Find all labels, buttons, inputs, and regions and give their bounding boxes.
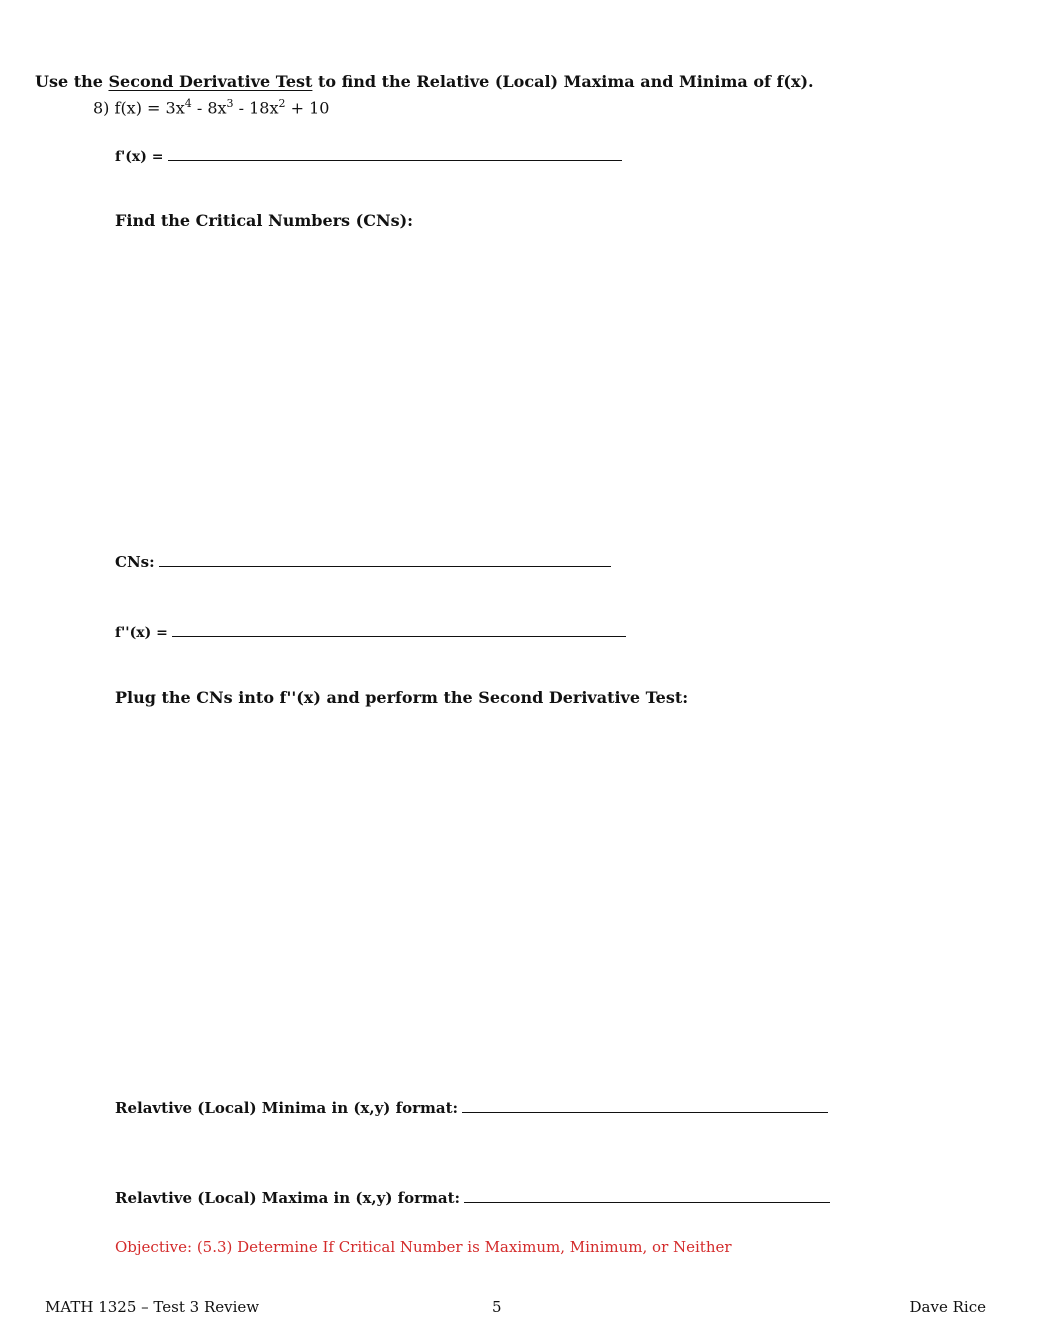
minima-row xyxy=(115,1098,828,1117)
plug-heading: Plug the CNs into f''(x) and perform the Second Derivative Test: xyxy=(115,688,689,707)
footer-left: MATH 1325 – Test 3 Review xyxy=(45,1298,260,1316)
maxima-label: Relavtive (Local) Maxima in (x,y) format: xyxy=(115,1189,461,1207)
instruction-prefix: Use the xyxy=(35,72,109,91)
minima-label: Relavtive (Local) Minima in (x,y) format: xyxy=(115,1099,459,1117)
problem-number: 8) xyxy=(93,98,110,118)
function-term1: f(x) = 3x xyxy=(114,98,185,118)
fprime-answer-line[interactable] xyxy=(168,146,622,161)
second-derivative-test-link: Second Derivative Test xyxy=(108,72,313,91)
instruction xyxy=(35,72,814,91)
objective-text: Objective: (5.3) Determine If Critical Number is Maximum, Minimum, or Neither xyxy=(115,1238,732,1256)
fprime-label: f'(x) = xyxy=(115,149,164,165)
exponent-1: 4 xyxy=(184,97,192,110)
instruction-suffix: to find the Relative (Local) Maxima and Minima of f(x). xyxy=(312,72,814,91)
critical-numbers-heading: Find the Critical Numbers (CNs): xyxy=(115,211,414,230)
minima-answer-line[interactable] xyxy=(462,1098,828,1113)
footer-right: Dave Rice xyxy=(909,1298,986,1316)
cns-row xyxy=(115,552,611,571)
maxima-row xyxy=(115,1188,830,1207)
exponent-3: 2 xyxy=(278,97,286,110)
fdoubleprime-label: f''(x) = xyxy=(115,625,168,641)
fdoubleprime-answer-line[interactable] xyxy=(172,622,626,637)
fprime-row xyxy=(115,146,622,165)
cns-label: CNs: xyxy=(115,553,155,571)
function-term2: - 8x xyxy=(191,98,227,118)
function-term4: + 10 xyxy=(285,98,330,118)
page-number: 5 xyxy=(492,1298,502,1316)
maxima-answer-line[interactable] xyxy=(464,1188,830,1203)
function-term3: - 18x xyxy=(233,98,279,118)
problem-statement xyxy=(93,97,329,117)
exponent-2: 3 xyxy=(226,97,234,110)
fdoubleprime-row xyxy=(115,622,626,641)
cns-answer-line[interactable] xyxy=(159,552,611,567)
